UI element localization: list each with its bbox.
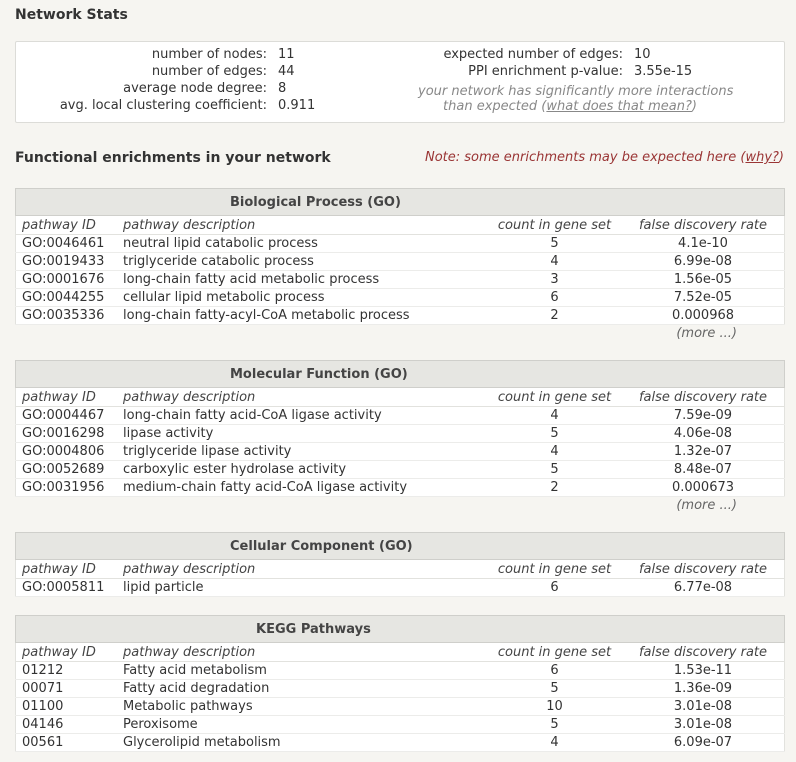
enrichment-table: [15, 388, 785, 497]
more-link[interactable]: (more ...): [676, 498, 737, 513]
stat-value: 8: [278, 81, 287, 96]
panel-title: Biological Process (GO): [15, 188, 785, 216]
col-count: count in gene set: [487, 216, 622, 235]
enrichments-title: Functional enrichments in your network: [15, 150, 331, 166]
fdr: 4.06e-08: [622, 425, 785, 443]
panel-title: KEGG Pathways: [15, 615, 785, 643]
pathway-id[interactable]: GO:0005811: [16, 579, 124, 597]
pathway-id[interactable]: GO:0046461: [16, 235, 124, 253]
table-row[interactable]: [16, 680, 785, 698]
col-pathway-description: pathway description: [123, 216, 487, 235]
fdr: 7.59e-09: [622, 407, 785, 425]
table-row[interactable]: [16, 407, 785, 425]
table-header-row: [16, 643, 785, 662]
fdr: 6.09e-07: [622, 734, 785, 752]
col-pathway-description: pathway description: [123, 643, 487, 662]
count: 5: [487, 235, 622, 253]
pathway-id[interactable]: 00071: [16, 680, 124, 698]
significance-note: [418, 84, 734, 114]
pathway-id[interactable]: 01212: [16, 662, 124, 680]
pathway-id[interactable]: GO:0004467: [16, 407, 124, 425]
pathway-description: lipase activity: [123, 425, 487, 443]
significance-note-line2: [418, 99, 722, 114]
pathway-id[interactable]: GO:0044255: [16, 289, 124, 307]
col-pathway-description: pathway description: [123, 560, 487, 579]
table-header-row: [16, 388, 785, 407]
count: 10: [487, 698, 622, 716]
note-text: than expected (: [443, 99, 547, 114]
fdr: 1.53e-11: [622, 662, 785, 680]
table-header-row: [16, 216, 785, 235]
table-row[interactable]: [16, 235, 785, 253]
pathway-description: lipid particle: [123, 579, 487, 597]
panel-biological-process: [15, 188, 785, 343]
pathway-id[interactable]: GO:0052689: [16, 461, 124, 479]
col-pathway-id: pathway ID: [16, 216, 124, 235]
fdr: 0.000673: [622, 479, 785, 497]
table-row[interactable]: [16, 461, 785, 479]
fdr: 3.01e-08: [622, 698, 785, 716]
stat-value: 10: [634, 47, 651, 62]
table-row[interactable]: [16, 734, 785, 752]
col-pathway-id: pathway ID: [16, 643, 124, 662]
panel-title: Molecular Function (GO): [15, 360, 785, 388]
pathway-description: triglyceride lipase activity: [123, 443, 487, 461]
enrichment-table: [15, 560, 785, 597]
enrichment-table: [15, 216, 785, 325]
panel-title: Cellular Component (GO): [15, 532, 785, 560]
fdr: 8.48e-07: [622, 461, 785, 479]
col-count: count in gene set: [487, 388, 622, 407]
more-link[interactable]: (more ...): [676, 326, 737, 341]
pathway-id[interactable]: GO:0035336: [16, 307, 124, 325]
pathway-description: long-chain fatty acid-CoA ligase activity: [123, 407, 487, 425]
col-fdr: false discovery rate: [622, 560, 785, 579]
why-link[interactable]: why?: [745, 150, 779, 165]
fdr: 1.56e-05: [622, 271, 785, 289]
fdr: 1.36e-09: [622, 680, 785, 698]
table-row[interactable]: [16, 253, 785, 271]
note-text: ): [691, 99, 697, 114]
pathway-description: long-chain fatty-acyl-CoA metabolic process: [123, 307, 487, 325]
enrichment-table: [15, 643, 785, 752]
pathway-id[interactable]: 01100: [16, 698, 124, 716]
table-header-row: [16, 560, 785, 579]
panel-cellular-component: [15, 532, 785, 597]
table-row[interactable]: [16, 425, 785, 443]
network-stats-title: Network Stats: [15, 7, 128, 23]
fdr: 0.000968: [622, 307, 785, 325]
col-count: count in gene set: [487, 643, 622, 662]
count: 4: [487, 253, 622, 271]
pathway-description: Metabolic pathways: [123, 698, 487, 716]
table-row[interactable]: [16, 662, 785, 680]
network-stats-box: [15, 41, 785, 123]
pathway-description: medium-chain fatty acid-CoA ligase activity: [123, 479, 487, 497]
pathway-description: Glycerolipid metabolism: [123, 734, 487, 752]
fdr: 4.1e-10: [622, 235, 785, 253]
fdr: 7.52e-05: [622, 289, 785, 307]
note-text: ): [778, 150, 784, 165]
table-row[interactable]: [16, 716, 785, 734]
fdr: 6.77e-08: [622, 579, 785, 597]
stat-label: avg. local clustering coefficient:: [59, 98, 267, 113]
pathway-description: Fatty acid degradation: [123, 680, 487, 698]
enrichments-note: [425, 150, 784, 165]
count: 4: [487, 734, 622, 752]
pathway-id[interactable]: 00561: [16, 734, 124, 752]
pathway-id[interactable]: 04146: [16, 716, 124, 734]
table-row[interactable]: [16, 579, 785, 597]
col-pathway-id: pathway ID: [16, 388, 124, 407]
stat-value: 11: [278, 47, 295, 62]
significance-note-line1: your network has significantly more interactions: [418, 84, 734, 99]
table-row[interactable]: [16, 479, 785, 497]
pathway-id[interactable]: GO:0001676: [16, 271, 124, 289]
fdr: 6.99e-08: [622, 253, 785, 271]
count: 5: [487, 425, 622, 443]
stat-label: number of nodes:: [151, 47, 267, 62]
count: 2: [487, 479, 622, 497]
count: 6: [487, 289, 622, 307]
col-count: count in gene set: [487, 560, 622, 579]
pathway-description: neutral lipid catabolic process: [123, 235, 487, 253]
count: 4: [487, 407, 622, 425]
count: 6: [487, 662, 622, 680]
pathway-description: long-chain fatty acid metabolic process: [123, 271, 487, 289]
col-fdr: false discovery rate: [622, 388, 785, 407]
count: 2: [487, 307, 622, 325]
stat-label: number of edges:: [151, 64, 267, 79]
count: 3: [487, 271, 622, 289]
table-row[interactable]: [16, 289, 785, 307]
count: 6: [487, 579, 622, 597]
fdr: 1.32e-07: [622, 443, 785, 461]
pathway-id[interactable]: GO:0004806: [16, 443, 124, 461]
pathway-description: carboxylic ester hydrolase activity: [123, 461, 487, 479]
pathway-description: triglyceride catabolic process: [123, 253, 487, 271]
what-does-that-mean-link[interactable]: what does that mean?: [546, 99, 692, 114]
count: 5: [487, 461, 622, 479]
pathway-id[interactable]: GO:0019433: [16, 253, 124, 271]
table-row[interactable]: [16, 698, 785, 716]
count: 5: [487, 716, 622, 734]
stat-label: PPI enrichment p-value:: [468, 64, 623, 79]
col-fdr: false discovery rate: [622, 643, 785, 662]
table-row[interactable]: [16, 271, 785, 289]
stat-label: average node degree:: [123, 81, 267, 96]
fdr: 3.01e-08: [622, 716, 785, 734]
stat-value: 3.55e-15: [634, 64, 693, 79]
stat-value: 0.911: [278, 98, 316, 113]
col-fdr: false discovery rate: [622, 216, 785, 235]
col-pathway-id: pathway ID: [16, 560, 124, 579]
pathway-id[interactable]: GO:0016298: [16, 425, 124, 443]
table-row[interactable]: [16, 443, 785, 461]
pathway-description: cellular lipid metabolic process: [123, 289, 487, 307]
col-pathway-description: pathway description: [123, 388, 487, 407]
count: 4: [487, 443, 622, 461]
pathway-id[interactable]: GO:0031956: [16, 479, 124, 497]
note-text: Note: some enrichments may be expected here (: [424, 150, 746, 165]
panel-molecular-function: [15, 360, 785, 515]
pathway-description: Fatty acid metabolism: [123, 662, 487, 680]
table-row[interactable]: [16, 307, 785, 325]
stat-value: 44: [278, 64, 295, 79]
pathway-description: Peroxisome: [123, 716, 487, 734]
count: 5: [487, 680, 622, 698]
stat-label: expected number of edges:: [443, 47, 623, 62]
panel-kegg-pathways: [15, 615, 785, 752]
